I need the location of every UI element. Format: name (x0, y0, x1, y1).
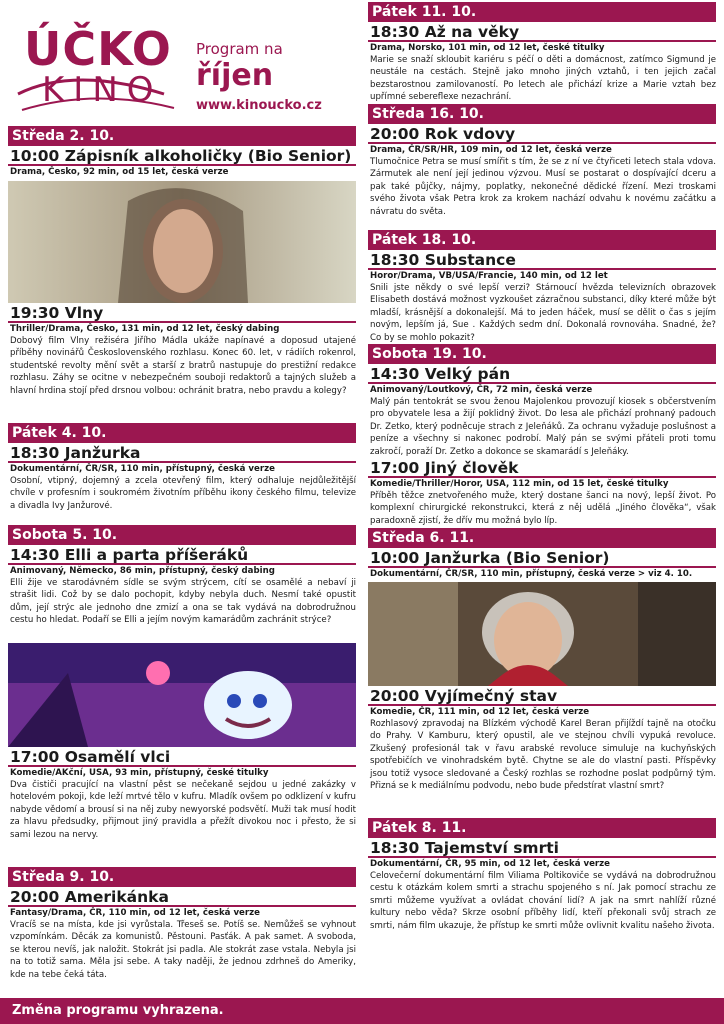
film-title: 18:30 Janžurka (8, 443, 356, 463)
film-description: Tlumočnice Petra se musí smířit s tím, že se z ní ve čtyřiceti letech stala vdova. Zármutek ale není její jedinou výzvou. Musí se postarat o dospívající dceru a pak také půjčky, nájmy, poplatky, nekonečné dědické řízení. Mezi troskami svého života však Petra krok za krokem nachází odvahu k novému začátku a návratu do světa. (370, 157, 716, 217)
film-description: Elli žije ve starodávném sídle se svým strýcem, cítí se osamělé a nebaví ji strašit lidi. Což by se dalo pochopit, kdyby nebyla duch. Nesmí také opustit dům, její strýc ale jednoho dne zmizí a ona se tak vydává na dobrodružnou cestu ho hledat. Podaří se Elli a jejím novým kamarádům zachránit strýce? (10, 578, 356, 626)
logo-top-text: ÚČKO (24, 22, 172, 76)
film-meta: Drama, Česko, 92 min, od 15 let, česká verze (10, 167, 229, 177)
left-column (8, 126, 356, 983)
day-header: Středa 2. 10. (8, 126, 356, 146)
day-header: Pátek 8. 11. (368, 818, 716, 838)
film-meta: Animovaný/Loutkový, ČR, 72 min, česká verze (370, 385, 593, 395)
film-title: 10:00 Zápisník alkoholičky (Bio Senior) (8, 146, 356, 166)
film-still-image (368, 582, 716, 686)
film-description: Snili jste někdy o své lepší verzi? Stárnoucí hvězda televizních obrazovek Elisabeth dostává možnost vyzkoušet zázračnou substanci, díky které může být mladší, krásnější a dokonalejší. Má to jeden háček, musí se dělit o čas s jejím novým, lepším já, Sue . Každých sedm dní. Dokonalá rovnováha. Snadné, že? Co by se mohlo pokazit? (370, 283, 716, 343)
film-meta: Thriller/Drama, Česko, 131 min, od 12 let, český dabing (10, 324, 280, 334)
film-description: Malý pán tentokrát se svou ženou Majolenkou provozují kiosek s občerstvením pro obyvatele lesa a žijí poklidný život. Do lesa ale přichází prohnaný padouch Dr. Zetko, který podněcuje strach z Jeleňáků. Za ochranu vyžaduje poslušnost a peníze a všechny si nakonec podrobí. Malý pán se svými přáteli proti tomu zakročí, poraží Dr. Zetko a dokonce se skamarádí s Jeleňáky. (370, 397, 716, 457)
film-title: 20:00 Vyjímečný stav (368, 686, 716, 706)
film-title: 20:00 Amerikánka (8, 887, 356, 907)
film-meta: Komedie/AKční, USA, 93 min, přístupný, české titulky (10, 768, 269, 778)
day-header: Pátek 18. 10. (368, 230, 716, 250)
film-title: 17:00 Jiný člověk (368, 458, 716, 478)
day-header: Středa 16. 10. (368, 104, 716, 124)
day-header: Středa 9. 10. (8, 867, 356, 887)
film-title: 17:00 Osamělí vlci (8, 747, 356, 767)
film-meta: Fantasy/Drama, ČR, 110 min, od 12 let, česká verze (10, 908, 260, 918)
program-label: Program na (196, 40, 283, 58)
film-description: Dva čističi pracující na vlastní pěst se nečekaně sejdou u jedné zakázky v hotelovém pokoji, kde leží mrtvé tělo v kufru. Mladík ovšem po odklizení v kufru nabyde vědomí a brousí si na něj zuby newyorské podsvětí. Muži tak musí hodit za hlavu předsudky, přijmout jiný pravidla a přežít divokou noc i přesto, že si sami lezou na nervy. (10, 780, 356, 840)
film-title: 14:30 Elli a parta příšeráků (8, 545, 356, 565)
film-still-image (8, 643, 356, 747)
film-meta: Animovaný, Německo, 86 min, přístupný, český dabing (10, 566, 275, 576)
film-description: Vracíš se na místa, kde jsi vyrůstala. Třeseš se. Potíš se. Nemůžeš se vyhnout vzpomínkám. Děcák za komunistů. Pěstouni. Pasťák. A pak samet. A svoboda, se kterou nevíš, jak naložit. Stokrát jsi padla. Ale stokrát zase vstala. Nebyla jsi na to totiž sama. Měla jsi sebe. A taky naději, že jednou zdrhneš do Ameriky, kde na tebe čeká táta. (10, 920, 356, 980)
film-description: Příběh těžce znetvořeného muže, který dostane šanci na nový, lepší život. Po komplexní chirurgické rekonstrukci, která z něj udělá „Jiného člověka“, však paradoxně zjistí, že dřív mu možná bylo líp. (370, 491, 716, 526)
film-meta: Dokumentární, ČR, 95 min, od 12 let, česká verze (370, 859, 610, 869)
film-title: 14:30 Velký pán (368, 364, 716, 384)
day-header: Pátek 4. 10. (8, 423, 356, 443)
film-meta: Drama, ČR/SR/HR, 109 min, od 12 let, česká verze (370, 145, 612, 155)
right-column (368, 2, 716, 958)
day-header: Sobota 5. 10. (8, 525, 356, 545)
film-title: 20:00 Rok vdovy (368, 124, 716, 144)
film-title: 19:30 Vlny (8, 303, 356, 323)
website-link[interactable]: www.kinoucko.cz (196, 98, 322, 113)
film-meta: Komedie/Thriller/Horor, USA, 112 min, od 15 let, české titulky (370, 479, 669, 489)
logo-bottom-text: KINO (42, 70, 163, 110)
film-meta: Komedie, ČR, 111 min, od 12 let, česká verze (370, 707, 590, 717)
day-header: Středa 6. 11. (368, 528, 716, 548)
film-meta: Dokumentární, ČR/SR, 110 min, přístupný, česká verze (10, 464, 275, 474)
film-description: Marie se snaží skloubit kariéru s péčí o děti a domácnost, zatímco Sigmund je neustále na cestách. Stejně jako mnoho jiných vztahů, i ten jejich začal bezstarostnou zamilovaností. Po letech ale přichází krize a Marie vztah bez upřímné sebereflexe nezachrání. (370, 55, 716, 103)
film-description: Rozhlasový zpravodaj na Blízkém východě Karel Beran přijíždí tajně na otočku do Prahy. V Kamburu, který opustil, ale ve stejnou chvíli vypuká revoluce. Zkušený profesionál tak v řavu arabské revoluce simuluje na kuchyňských spotřebičích ve vinohradském bytě. Chytne se ale do vlastní pasti. Příspěvky jsou totiž vysoce sledované a Český rozhlas se rozhodne poslat podpůrný tým. Přizná se k mediálnímu podvodu, nebo bude předstírat vlastní smrt? (370, 719, 716, 792)
film-title: 18:30 Tajemství smrti (368, 838, 716, 858)
film-description: Osobní, vtipný, dojemný a zcela otevřený film, který odhaluje nejdůležitější chvíle v profesním i soukromém životním příběhu ikony českého filmu, televize a divadla Ivy Janžurové. (10, 476, 356, 511)
header-logo-area (8, 8, 356, 120)
day-header: Pátek 11. 10. (368, 2, 716, 22)
film-meta: Dokumentární, ČR/SR, 110 min, přístupný, česká verze > viz 4. 10. (370, 569, 693, 579)
footer-notice: Změna programu vyhrazena. (0, 998, 724, 1024)
day-header: Sobota 19. 10. (368, 344, 716, 364)
film-still-image (8, 181, 356, 303)
film-title: 10:00 Janžurka (Bio Senior) (368, 548, 716, 568)
film-description: Dobový film Vlny režiséra Jiřího Mádla ukáže napínavé a doposud utajené příběhy novinářů Československého rozhlasu. Konec 60. let, v rádiích rokenrol, studentské revolty mění svět a starší z bratrů nastupuje do prestižní redakce rozhlasu. Záhy se ocitne v nebezpečném souboji redaktorů a tajných služeb a hlavní hrdina stojí před drsnou volbou: ochránit bratra, nebo pravdu a kolegy? (10, 336, 356, 396)
film-meta: Horor/Drama, VB/USA/Francie, 140 min, od 12 let (370, 271, 608, 281)
film-description: Celovečerní dokumentární film Viliama Poltikoviče se vydává na dobrodružnou cestu k otázkám kolem smrti a strachu spojeného s ní. Jak pomocí strachu ze smrti můžeme využívat a ovládat chování lidí? A jak na smrt nahlíží různé kultury nebo věda? Skrze osobní příběhy lidí, kteří překonali svůj strach ze smrti, nám film ukazuje, že přístup ke smrti může ovlivnit kvalitu našeho života. (370, 871, 716, 931)
film-title: 18:30 Až na věky (368, 22, 716, 42)
film-title: 18:30 Substance (368, 250, 716, 270)
program-month: říjen (196, 58, 274, 93)
film-meta: Drama, Norsko, 101 min, od 12 let, české titulky (370, 43, 605, 53)
